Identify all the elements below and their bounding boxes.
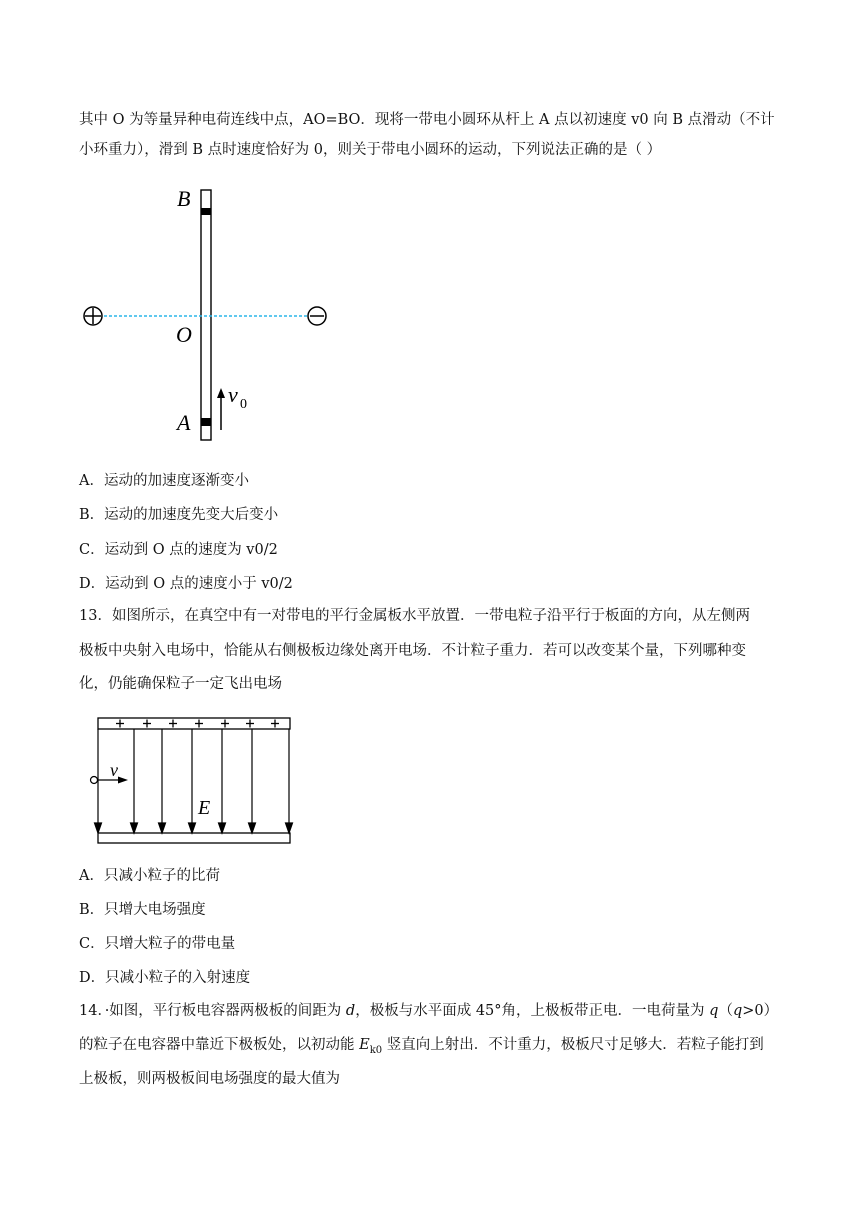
q12-option-a: A．运动的加速度逐渐变小 <box>79 473 249 489</box>
q13-option-a: A．只减小粒子的比荷 <box>79 868 220 884</box>
q13-figure <box>86 714 296 848</box>
q13-option-b: B．只增大电场强度 <box>79 902 206 918</box>
label-a: A <box>177 410 191 435</box>
rod <box>201 190 211 440</box>
label-v-sub: 0 <box>240 397 247 412</box>
q14-stem-line1: 14．·如图，平行板电容器两极板的间距为 d，极板与水平面成 45°角，上极板带正电．一电荷量为 q（q>0） <box>79 1003 779 1019</box>
q13-stem-line1: 13．如图所示，在真空中有一对带电的平行金属板水平放置．一带电粒子沿平行于板面的方向，从左侧两 <box>79 608 750 624</box>
ring-a <box>201 418 211 426</box>
q12-option-c: C．运动到 O 点的速度为 v0/2 <box>79 542 278 558</box>
particle-icon <box>91 777 98 784</box>
ring-b <box>201 208 211 215</box>
label-o: O <box>176 322 192 347</box>
top-plate <box>98 718 290 729</box>
q13-stem-line2: 极板中央射入电场中，恰能从右侧极板边缘处离开电场．不计粒子重力．若可以改变某个量，下列哪种变 <box>79 643 746 659</box>
label-e: E <box>198 797 211 819</box>
q12-figure <box>78 182 338 444</box>
label-v: v <box>110 760 118 780</box>
bottom-plate <box>98 833 290 843</box>
q12-stem-line1: 其中 O 为等量异种电荷连线中点，AO=BO．现将一带电小圆环从杆上 A 点以初速度 v0 向 B 点滑动（不计 <box>79 112 775 128</box>
q14-stem-line2: 的粒子在电容器中靠近下极板处，以初动能 $E_{k0}$ 竖直向上射出．不计重力，极板尺寸足够大．若粒子能打到 <box>79 1037 764 1056</box>
q13-stem-line3: 化，仍能确保粒子一定飞出电场 <box>79 676 282 692</box>
label-v: v <box>228 382 238 407</box>
q12-stem-line2: 小环重力），滑到 B 点时速度恰好为 0，则关于带电小圆环的运动，下列说法正确的是（ ） <box>79 142 662 158</box>
q14-stem-line3: 上极板，则两极板间电场强度的最大值为 <box>79 1071 340 1087</box>
q13-option-d: D．只减小粒子的入射速度 <box>79 970 251 986</box>
q13-option-c: C．只增大粒子的带电量 <box>79 936 236 952</box>
q12-option-b: B．运动的加速度先变大后变小 <box>79 507 279 523</box>
label-b: B <box>177 186 191 211</box>
q12-option-d: D．运动到 O 点的速度小于 v0/2 <box>79 576 293 592</box>
